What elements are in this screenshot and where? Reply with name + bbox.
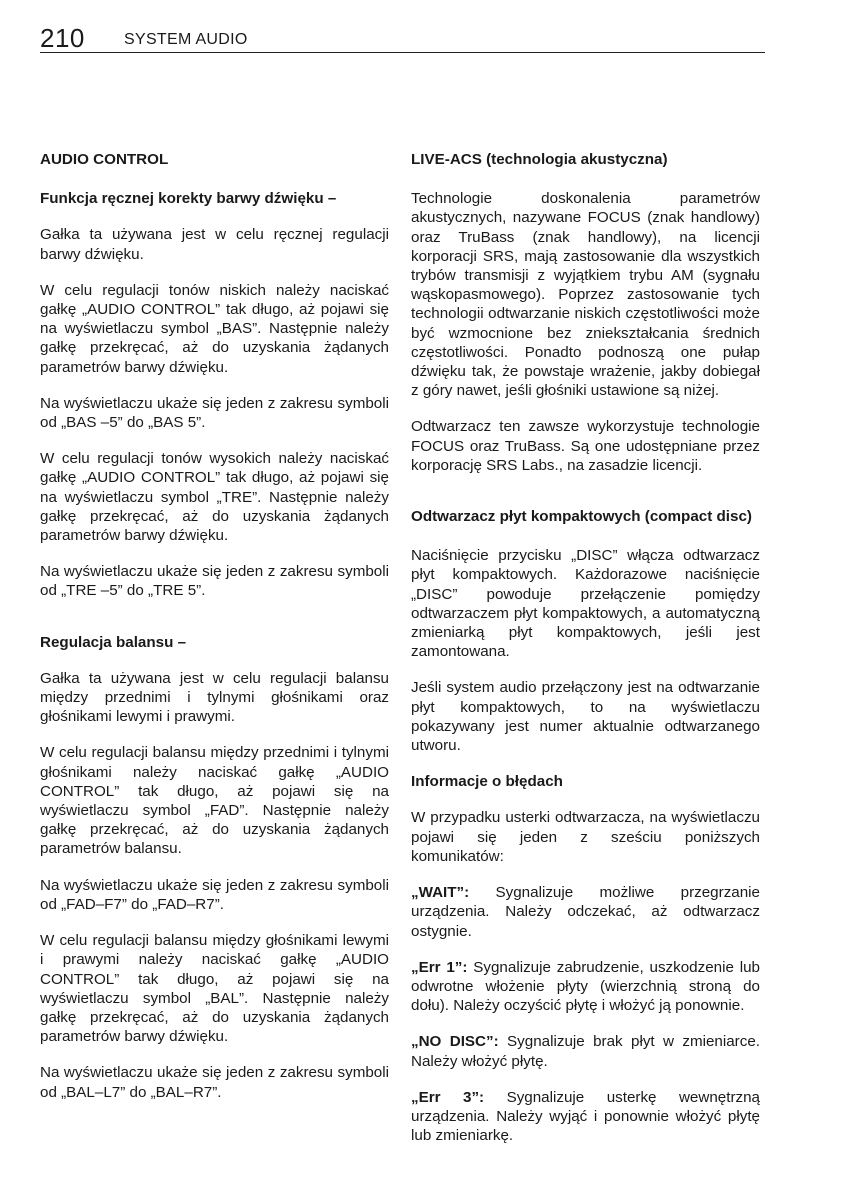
cd-player-heading: Odtwarzacz płyt kompaktowych (compact disc) bbox=[411, 508, 752, 526]
error-message-item bbox=[411, 1032, 760, 1070]
paragraph: Na wyświetlaczu ukaże się jeden z zakresu symboli od „BAS –5” do „BAS 5”. bbox=[40, 394, 389, 432]
error-code: „WAIT”: bbox=[411, 884, 470, 902]
right-column bbox=[411, 150, 760, 1162]
error-description: Sygnalizuje możliwe przegrzanie urządzenia. Należy odczekać, aż odtwarzacz ostygnie. bbox=[411, 884, 760, 940]
paragraph: W celu regulacji tonów niskich należy naciskać gałkę „AUDIO CONTROL” tak długo, aż pojawi się na wyświetlaczu symbol „BAS”. Następnie należy gałkę przekręcać, aż do uzyskania żądanych parametrów barwy dźwięku. bbox=[40, 281, 389, 376]
paragraph: W celu regulacji balansu między przednimi i tylnymi głośnikami należy naciskać gałkę „AUDIO CONTROL” tak długo, aż pojawi się na wyświetlaczu symbol „FAD”. Następnie należy gałkę przekręcać, aż do uzyskania żądanych parametrów balansu. bbox=[40, 744, 389, 858]
error-code: „Err 3”: bbox=[411, 1088, 485, 1106]
paragraph: Jeśli system audio przełączony jest na odtwarzanie płyt kompaktowych, to na wyświetlaczu pokazywany jest numer aktualnie odtwarzanego utworu. bbox=[411, 679, 760, 755]
paragraph: W celu regulacji balansu między głośnikami lewymi i prawymi należy naciskać gałkę „AUDIO CONTROL” tak długo, aż pojawi się na wyświetlaczu symbol „BAL”. Następnie należy gałkę przekręcać, aż do uzyskania żądanych parametrów barwy dźwięku. bbox=[40, 932, 389, 1046]
error-message-item bbox=[411, 1088, 760, 1146]
error-description: Sygnalizuje usterkę wewnętrzną urządzenia. Należy wyjąć i ponownie włożyć płytę lub zmieniarkę. bbox=[411, 1088, 760, 1145]
page-header bbox=[40, 24, 765, 53]
error-info-heading: Informacje o błędach bbox=[411, 773, 563, 791]
error-description: Sygnalizuje brak płyt w zmieniarce. Należy włożyć płytę. bbox=[411, 1033, 760, 1070]
balance-subheading: Regulacja balansu – bbox=[40, 633, 187, 651]
paragraph: W celu regulacji tonów wysokich należy naciskać gałkę „AUDIO CONTROL” tak długo, aż pojawi się na wyświetlaczu symbol „TRE”. Następnie należy gałkę przekręcać, aż do uzyskania żądanych parametrów barwy dźwięku. bbox=[40, 450, 389, 545]
paragraph: Technologie doskonalenia parametrów akustycznych, nazywane FOCUS (znak handlowy) oraz TruBass (znak handlowy), na licencji korporacji SRS, mają zastosowanie dla wszystkich trybów transmisji z wyjątkiem trybu AM (sygnału wąskopasmowego). Poprzez zastosowanie tych technologii odtwarzanie niskich częstotliwości może być wzmocnione bez zniekształcania średnich częstotliwości. Ponadto podnoszą one pułap dźwięku tak, że powstaje wrażenie, jakby dobiegał z góry nawet, jeśli głośniki ustawione są niżej. bbox=[411, 190, 760, 400]
paragraph: Odtwarzacz ten zawsze wykorzystuje technologie FOCUS oraz TruBass. Są one udostępniane przez korporację SRS Labs., na zasadzie licencji. bbox=[411, 418, 760, 474]
left-column bbox=[40, 150, 389, 1119]
section-title: SYSTEM AUDIO bbox=[124, 31, 248, 48]
error-description: Sygnalizuje zabrudzenie, uszkodzenie lub odwrotne włożenie płyty (wierzchnią stroną do dołu). Należy oczyścić płytę i włożyć ją ponownie. bbox=[411, 958, 760, 1015]
error-message-item bbox=[411, 883, 760, 941]
paragraph: Gałka ta używana jest w celu ręcznej regulacji barwy dźwięku. bbox=[40, 226, 389, 263]
paragraph: W przypadku usterki odtwarzacza, na wyświetlaczu pojawi się jeden z sześciu poniższych komunikatów: bbox=[411, 809, 760, 865]
audio-control-heading: AUDIO CONTROL bbox=[40, 151, 169, 168]
paragraph: Na wyświetlaczu ukaże się jeden z zakresu symboli od „BAL–L7” do „BAL–R7”. bbox=[40, 1064, 389, 1101]
error-code: „NO DISC”: bbox=[411, 1033, 499, 1051]
live-acs-heading: LIVE-ACS (technologia akustyczna) bbox=[411, 151, 668, 168]
paragraph: Gałka ta używana jest w celu regulacji balansu między przednimi i tylnymi głośnikami oraz głośnikami lewymi i prawymi. bbox=[40, 669, 389, 726]
error-code: „Err 1”: bbox=[411, 958, 468, 976]
paragraph: Na wyświetlaczu ukaże się jeden z zakresu symboli od „FAD–F7” do „FAD–R7”. bbox=[40, 876, 389, 913]
paragraph: Naciśnięcie przycisku „DISC” włącza odtwarzacz płyt kompaktowych. Każdorazowe naciśnięcie „DISC” powoduje przełączenie pomiędzy odtwarzaczem płyt kompaktowych, a automatyczną zmieniarką płyt kompaktowych, jeśli jest zamontowana. bbox=[411, 547, 760, 661]
paragraph: Na wyświetlaczu ukaże się jeden z zakresu symboli od „TRE –5” do „TRE 5”. bbox=[40, 563, 389, 600]
page-number: 210 bbox=[40, 23, 85, 53]
tone-control-subheading: Funkcja ręcznej korekty barwy dźwięku – bbox=[40, 190, 337, 208]
error-message-item bbox=[411, 958, 760, 1016]
